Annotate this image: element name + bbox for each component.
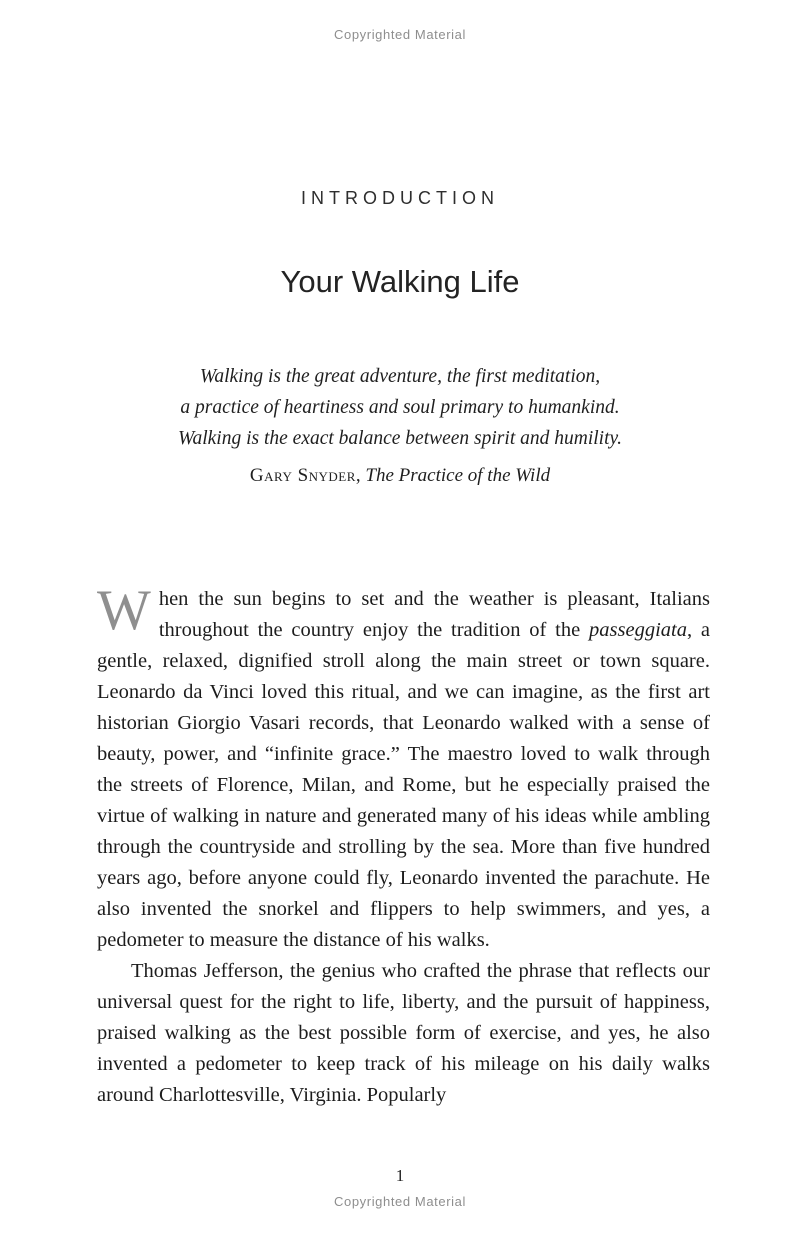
copyright-notice-top: Copyrighted Material <box>334 27 466 42</box>
epigraph-attribution <box>0 465 800 487</box>
paragraph-2: Thomas Jefferson, the genius who crafted the phrase that reflects our universal quest for the right to life, liberty, and the pursuit of happiness, praised walking as the best possible form of exercise, and yes, he also invented a pedometer to keep track of his mileage on his daily walks around Charlottesville, Virginia. Popularly <box>97 960 710 1106</box>
epigraph-line-2: a practice of heartiness and soul primary to humankind. <box>180 397 620 418</box>
chapter-title: Your Walking Life <box>280 264 520 299</box>
epigraph-line-3: Walking is the exact balance between spirit and humility. <box>178 428 622 449</box>
paragraph-1-text: hen the sun begins to set and the weather is pleasant, Italians throughout the country enjoy the tradition of the passeggiata, a gentle, relaxed, dignified stroll along the main street or town square. Leonardo da Vinci loved this ritual, and we can imagine, as the first art historian Giorgio Vasari records, that Leonardo walked with a sense of beauty, power, and “infinite grace.” The maestro loved to walk through the streets of Florence, Milan, and Rome, but he especially praised the virtue of walking in nature and generated many of his ideas while ambling through the countryside and strolling by the sea. More than five hundred years ago, before anyone could fly, Leonardo invented the parachute. He also invented the snorkel and flippers to help swimmers, and yes, a pedometer to measure the distance of his walks. <box>97 588 710 951</box>
epigraph-attribution-separator: , <box>355 465 366 486</box>
drop-cap: W <box>97 579 151 642</box>
epigraph-line-1: Walking is the great adventure, the first meditation, <box>199 366 601 387</box>
epigraph <box>0 361 800 454</box>
copyright-notice-bottom: Copyrighted Material <box>334 1194 466 1209</box>
chapter-kicker: INTRODUCTION <box>301 188 499 208</box>
body-text <box>97 579 710 1111</box>
paragraph-1 <box>97 579 710 956</box>
page-number: 1 <box>395 1166 405 1185</box>
epigraph-work-title: The Practice of the Wild <box>365 465 551 486</box>
epigraph-author: Gary Snyder <box>249 465 356 486</box>
